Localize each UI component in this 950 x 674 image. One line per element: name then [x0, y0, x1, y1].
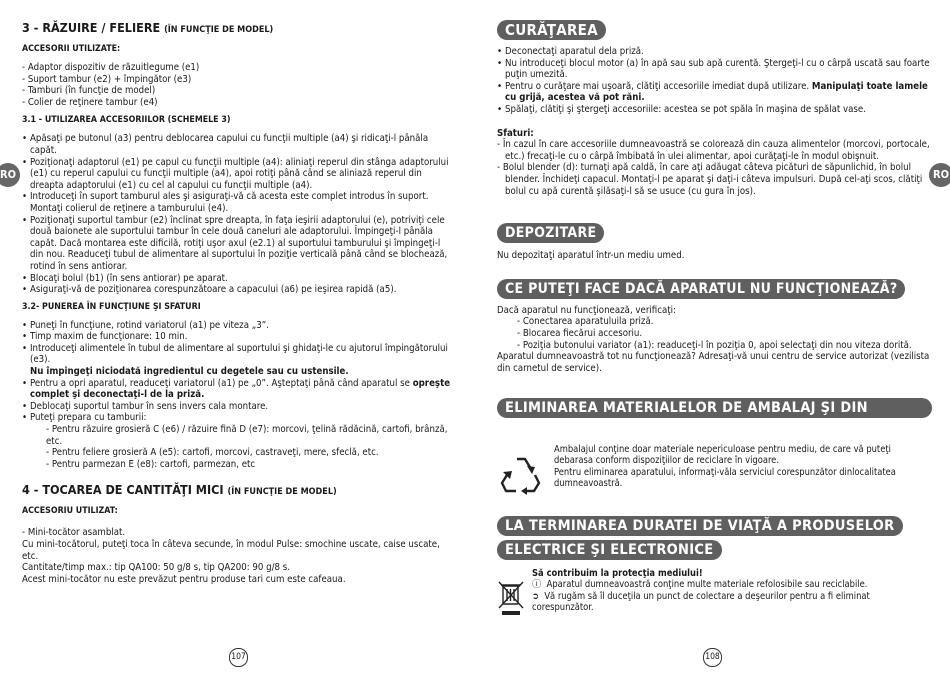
disposal-text [497, 444, 932, 494]
list-item: • Timp maxim de funcţionare: 10 min. [22, 331, 454, 343]
storage-banner: DEPOZITARE [497, 223, 604, 243]
list-item: • Asiguraţi-vă de poziţionarea corespunzătoare a capacului (a6) pe ieşirea rapidă (a5). [22, 284, 454, 296]
list-item: • Nu introduceţi blocul motor (a) în apă sau sub apă curentă. Ştergeţi-l cu o cârpă uscată sau foarte puţin umezită. [497, 58, 932, 81]
text-line: Cu mini-tocătorul, puteţi toca în câteva secunde, în modul Pulse: smochine uscate, caise uscate, etc. [22, 539, 440, 562]
storage-text: Nu depozitaţi aparatul într-un mediu umed. [497, 250, 685, 262]
text-line: - Mini-tocător asamblat. [22, 527, 126, 539]
page-number-left: 107 [229, 648, 248, 667]
crossed-bin-icon [497, 580, 525, 616]
list-item: • Puneţi în funcţiune, rotind variatorul (a1) pe viteza „3”. [22, 320, 454, 332]
list-item: - Pentru feliere grosieră A (e5): cartofi, morcovi, castraveţi, mere, sfeclă, etc. [46, 447, 379, 459]
disposal-banner: ELIMINAREA MATERIALELOR DE AMBALAJ ŞI DIN APARAT [497, 398, 932, 418]
drum-uses [22, 424, 454, 470]
list-item: • Deconectaţi aparatul dela priză. [497, 46, 932, 58]
language-tab-right: RO [929, 163, 950, 187]
info-icon: ⓘ [532, 579, 542, 591]
weee-text [497, 568, 932, 614]
troubleshooting-banner: CE PUTEŢI FACE DACĂ APARATUL NU FUNCŢIONEAZĂ? [497, 279, 905, 299]
accessories-title: ACCESORII UTILIZATE: [22, 44, 121, 54]
list-item: • Deblocaţi suportul tambur în sens invers cala montare. [22, 401, 454, 413]
list-item: • Poziţionaţi adaptorul (e1) pe capul cu funcţii multiple (a4): aliniaţi reperul din stânga adaptorului (e1) cu reperul capului cu funcţii multiple (a4), apoi rotiţi până când se aliniază reperul din dreapta adaptorului (e1) cu cel al capului cu funcţii multiple (a4). [22, 157, 454, 192]
list-item: - Colier de reţinere tambur (e4) [22, 96, 158, 108]
arrow-icon: ➲ [532, 590, 540, 602]
list-item: - Pentru răzuire grosieră C (e6) / răzuire fină D (e7): morcovi, ţelină rădăcină, cartofi, brânză, etc. [46, 424, 448, 447]
list-item: • Blocaţi bolul (b1) (în sens antiorar) pe aparat. [22, 273, 454, 285]
list-item: • Introduceţi în suport tamburul ales şi asiguraţi-vă că acesta este complet introdus în suport. Montaţi colierul de reţinere a tamburului (e4). [22, 191, 454, 214]
list-item: • Poziţionaţi suportul tambur (e2) înclinat spre dreapta, în faţa ieşirii adaptorului (e), potriviţi cele două baionete ale suportului tambur în cele două caneluri ale adaptorului. Împingeţi-l pânăla capăt. Dacă montarea este dificilă, rotiţi uşor axul (e2.1) al suportului tamburului şi împingeţi-l din nou. Readuceţi tubul de alimentare al suportului în poziţie verticală până când se blochează, rotind în sens antiorar. [22, 215, 454, 273]
list-item: • Apăsaţi pe butonul (a3) pentru deblocarea capului cu funcţii multiple (a4) şi ridicaţi-l pânăla capăt. [22, 133, 454, 156]
list-item: ⓘ Aparatul dumneavoastră conţine multe materiale refolosibile sau reciclabile. [532, 579, 868, 591]
list-item: - Pentru parmezan E (e8): cartofi, parmezan, etc [46, 458, 256, 470]
language-tab-left: RO [0, 163, 20, 187]
minichopper-text [22, 527, 454, 585]
accessory-title: ACCESORIU UTILIZAT: [22, 506, 118, 517]
list-item: - Conectarea aparatuluila priză. [517, 316, 654, 328]
list-item: - Adaptor dispozitiv de răzuitlegume (e1) [22, 62, 200, 73]
right-column [497, 20, 932, 614]
list-item: ➲ Vă rugăm să îl duceţila un punct de colectare a deşeurilor pentru a fi eliminat corespunzător. [532, 590, 870, 614]
section3-title: 3 - RĂZUIRE / FELIERE (ÎN FUNCŢIE DE MODEL) [22, 20, 274, 35]
weee-banner-line1: LA TERMINAREA DURATEI DE VIAŢĂ A PRODUSELOR [497, 516, 903, 536]
list-item: - Suport tambur (e2) + împingător (e3) [22, 73, 192, 85]
right-page [475, 0, 950, 674]
text-line: Ambalajul conţine doar materiale nepericuloase pentru mediu, de care vă puteţi debarasa conform dispoziţiilor de reciclare în vigoare. [554, 443, 891, 467]
list-item: - Poziţia butonului variator (a1): readuceţi-l în poziţia 0, apoi selectaţi din nou viteza dorită. [517, 339, 912, 351]
text-line: Pentru eliminarea aparatului, informaţi-văla serviciul corespunzător dinlocalitatea dumneavoastră. [554, 466, 896, 490]
list-item: - Tamburi (în funcţie de model) [22, 85, 156, 97]
list-item: - În cazul în care accesoriile dumneavoastră se colorează din cauza alimentelor (morcovi, portocale, etc.) frecaţi-le cu o cârpă îmbibată în ulei alimentar, apoi curăţaţi-le în modul obişnuit. [497, 139, 930, 162]
text-line: Aparatul dumneavoastră tot nu funcţionează? Adresaţi-vă unui centru de service autorizat (vezilista din carnetul de service). [497, 351, 930, 374]
left-column [22, 20, 454, 585]
section32-list [22, 320, 454, 424]
troubleshooting-text [497, 305, 932, 375]
list-item: • Puteţi prepara cu tamburii: [22, 412, 454, 424]
list-item: • Introduceţi alimentele în tubul de alimentare al suportului şi ghidaţi-le cu ajutorul împingătorului (e3). Nu împingeţi niciodată ingredientul cu degetele sau cu ustensile. [22, 343, 454, 378]
cleaning-banner: CURĂŢAREA [497, 20, 606, 40]
weee-heading: Să contribuim la protecţia mediului! [532, 567, 703, 579]
recycle-icon [497, 452, 545, 500]
section31-list [22, 133, 454, 295]
list-item: • Pentru a opri aparatul, readuceţi variatorul (a1) pe „0”. Aşteptaţi până când aparatul se opreşte complet şi deconectaţi-l de la priză. [22, 378, 454, 401]
weee-banner-line2: ELECTRICE ŞI ELECTRONICE [497, 540, 722, 560]
cleaning-list [497, 46, 932, 116]
section4-title: 4 - TOCAREA DE CANTITĂŢI MICI (ÎN FUNCŢIE DE MODEL) [22, 482, 337, 498]
list-item: - Bolul blender (d): turnaţi apă caldă, în care aţi adăugat câteva picături de săpunlichid, în bolul blender. Închideţi capacul. Montaţi-l pe aparat şi daţi-i câteva impulsuri. După cel-aţi scos, clătiţi bolul cu apă curentă şilăsaţi-l să se usuce (cu gura în jos). [497, 162, 923, 197]
list-item: • Pentru o curăţare mai uşoară, clătiţi accesoriile imediat după utilizare. Manipulaţi toate lamele cu grijă, acestea vă pot răni. [497, 81, 932, 104]
accessories-list [22, 62, 454, 108]
section31-title: 3.1 - UTILIZAREA ACCESORIILOR (SCHEMELE 3) [22, 115, 231, 126]
list-item: - Blocarea fiecărui accesoriu. [517, 327, 643, 339]
section32-title: 3.2- PUNEREA ÎN FUNCŢIUNE ŞI SFATURI [22, 301, 201, 312]
tips [497, 128, 932, 198]
text-line: Cantitate/timp max.: tip QA100: 50 g/8 s, tip QA200: 90 g/8 s. [22, 562, 290, 574]
page-number-right: 108 [703, 648, 722, 667]
tips-title: Sfaturi: [497, 127, 534, 139]
list-item: • Spălaţi, clătiţi şi ştergeţi accesoriile: acestea se pot spăla în maşina de spălat vase. [497, 104, 932, 116]
text-line: Acest mini-tocător nu este prevăzut pentru produse tari cum este cafeaua. [22, 573, 346, 585]
text-line: Dacă aparatul nu funcţionează, verificaţi: [497, 304, 676, 316]
